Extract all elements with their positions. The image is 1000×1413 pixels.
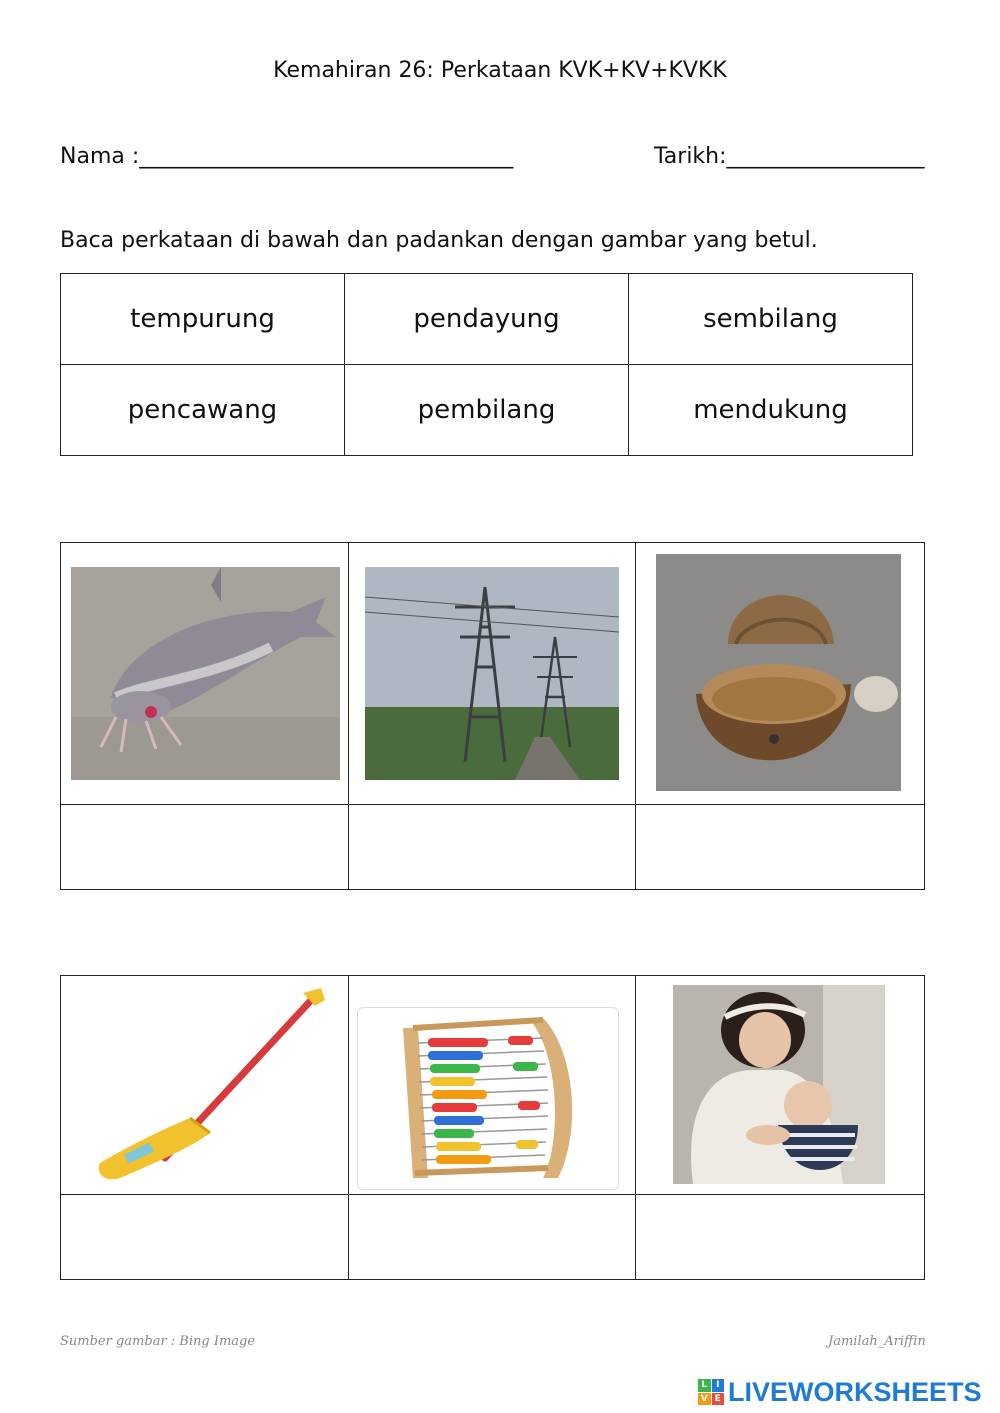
author-credit: Jamilah_Ariffin — [828, 1334, 926, 1349]
answer-row — [61, 805, 925, 890]
brand-name: LIVEWORKSHEETS — [728, 1376, 982, 1407]
picture-cell — [61, 543, 349, 805]
date-field: Tarikh:__________________ — [654, 144, 925, 169]
word-sembilang: sembilang — [629, 274, 913, 365]
word-tempurung: tempurung — [61, 274, 345, 365]
picture-cell — [636, 543, 925, 805]
coconut-shell-icon — [656, 554, 901, 791]
liveworksheets-brand[interactable] — [698, 1377, 982, 1407]
image-source-note: Sumber gambar : Bing Image — [60, 1334, 256, 1349]
answer-row — [61, 1195, 925, 1280]
liveworksheets-logo-icon — [698, 1379, 724, 1405]
mother-carrying-baby-icon — [673, 985, 885, 1184]
picture-row — [61, 543, 925, 805]
logo-letter: I — [712, 1379, 725, 1392]
word-bank-row — [61, 365, 913, 456]
word-mendukung: mendukung — [629, 365, 913, 456]
paddle-icon — [95, 988, 325, 1183]
picture-cell — [348, 976, 636, 1195]
word-bank-table — [60, 273, 913, 456]
answer-box[interactable] — [348, 805, 636, 890]
logo-letter: V — [698, 1393, 711, 1406]
catfish-icon — [71, 567, 340, 780]
instruction-text: Baca perkataan di bawah dan padankan dengan gambar yang betul. — [60, 228, 818, 253]
word-pendayung: pendayung — [345, 274, 629, 365]
abacus-icon — [357, 1007, 619, 1190]
answer-box[interactable] — [636, 805, 925, 890]
picture-cell — [636, 976, 925, 1195]
word-pencawang: pencawang — [61, 365, 345, 456]
transmission-tower-icon — [365, 567, 619, 780]
picture-cell — [348, 543, 636, 805]
word-bank-row — [61, 274, 913, 365]
picture-table-1 — [60, 542, 925, 890]
worksheet-title: Kemahiran 26: Perkataan KVK+KV+KVKK — [273, 58, 727, 83]
answer-box[interactable] — [636, 1195, 925, 1280]
name-field: Nama :__________________________________ — [60, 144, 514, 169]
answer-box[interactable] — [61, 805, 349, 890]
answer-box[interactable] — [348, 1195, 636, 1280]
picture-table-2 — [60, 975, 925, 1280]
answer-box[interactable] — [61, 1195, 349, 1280]
picture-cell — [61, 976, 349, 1195]
picture-row — [61, 976, 925, 1195]
logo-letter: E — [712, 1393, 725, 1406]
word-pembilang: pembilang — [345, 365, 629, 456]
logo-letter: L — [698, 1379, 711, 1392]
